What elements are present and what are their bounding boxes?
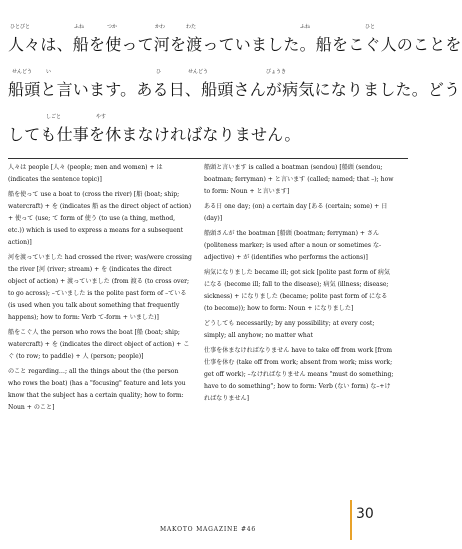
glossary-entry: どうしても necessarily; by any possibility; at every cost; simply; all anyhow; no matter what — [204, 320, 375, 339]
glossary-entry: のこと regarding…; all the things about the (the person who rows the boat) (has a "focusing" feature and lets you know that the subject has a certain quality; how to form: Noun + のこと] — [8, 368, 186, 411]
passage-text: 人々は、船を使って河を渡っていました。船をこぐ人のことを — [8, 35, 462, 54]
passage-line-2 — [8, 67, 461, 112]
furigana-row — [8, 112, 408, 122]
passage-line-1 — [8, 22, 462, 67]
furigana: わた — [186, 24, 197, 30]
glossary-entry: 船頭さんが the boatman [船頭 (boatman; ferryman) + さん (politeness marker; is used after a noun or sometimes な-adjective) + が (identifies who performs the actions)] — [204, 230, 382, 261]
magazine-footer: MAKOTO MAGAZINE #46 — [159, 526, 257, 533]
furigana: ひと — [365, 24, 376, 30]
glossary-right-column — [204, 162, 394, 408]
page-number-accent-bar — [350, 500, 352, 540]
glossary-left-column — [8, 162, 192, 417]
glossary-entry: 船頭と言います is called a boatman (sendou) [船頭 (sendou; boatman; ferryman) + と言います (called; named; that –); how to form: Noun + と言います] — [204, 164, 394, 195]
furigana: かわ — [155, 24, 166, 30]
furigana: びょうき — [266, 69, 287, 75]
furigana: つか — [107, 24, 118, 30]
glossary-entry: 船をこぐ人 the person who rows the boat [船 (boat; ship; watercraft) + を (indicates the direct object of action) + こぐ (to row; to paddle) + 人 (person; people)] — [8, 329, 190, 360]
divider — [8, 158, 408, 159]
glossary-entry: ある日 one day; (on) a certain day [ある (certain; some) + 日 (day)] — [204, 203, 388, 222]
furigana: ひ — [156, 69, 162, 75]
glossary-entry: 河を渡っていました had crossed the river; was/were crossing the river [河 (river; stream) + を (indicates the direct object of action) + 渡っていました (from 渡る (to cross over; to go across); –ていました is the polite past form of –ている (is used when you talk about something that frequently happens); how to form: Verb て-form + いました)] — [8, 254, 192, 321]
furigana: ふね — [74, 24, 85, 30]
furigana: せんどう — [12, 69, 33, 75]
furigana: しごと — [46, 114, 62, 120]
glossary-entry: 人々は people [人々 (people; men and women) + は (indicates the sentence topic)] — [8, 164, 163, 183]
reading-passage — [8, 22, 462, 157]
glossary-entry: 病気になりました became ill; got sick [polite past form of 病気になる (become ill; fall to the disease); 病気 (illness; disease; sickness) + になりました (became; polite past form of になる (to become)); how to form: Noun + になりました] — [204, 269, 390, 312]
furigana-row — [8, 22, 408, 32]
furigana: ふね — [300, 24, 311, 30]
furigana-row — [8, 67, 408, 77]
page-number: 30 — [356, 506, 374, 522]
furigana: ひとびと — [10, 24, 31, 30]
passage-line-3 — [8, 112, 408, 157]
passage-text: 船頭と言います。ある日、船頭さんが病気になりました。どう — [8, 80, 461, 99]
furigana: い — [46, 69, 52, 75]
furigana: やす — [96, 114, 107, 120]
glossary-entry: 仕事を休まなければなりません have to take off from work [from 仕事を休む (take off from work; absent from work; miss work; get off work); –なければなりません means "must do something; have to do something"; how to form: Verb (ない form) な–+ければなりません] — [204, 347, 394, 402]
passage-text: しても仕事を休まなければなりません。 — [8, 125, 301, 144]
furigana: せんどう — [188, 69, 209, 75]
glossary-entry: 船を使って use a boat to (cross the river) [船 (boat; ship; watercraft) + を (indicates 船 as the direct object of action) + 使って (use; て form of 使う (to use (a thing, method, etc.)) which is used to express a means for a subsequent action)] — [8, 191, 192, 246]
